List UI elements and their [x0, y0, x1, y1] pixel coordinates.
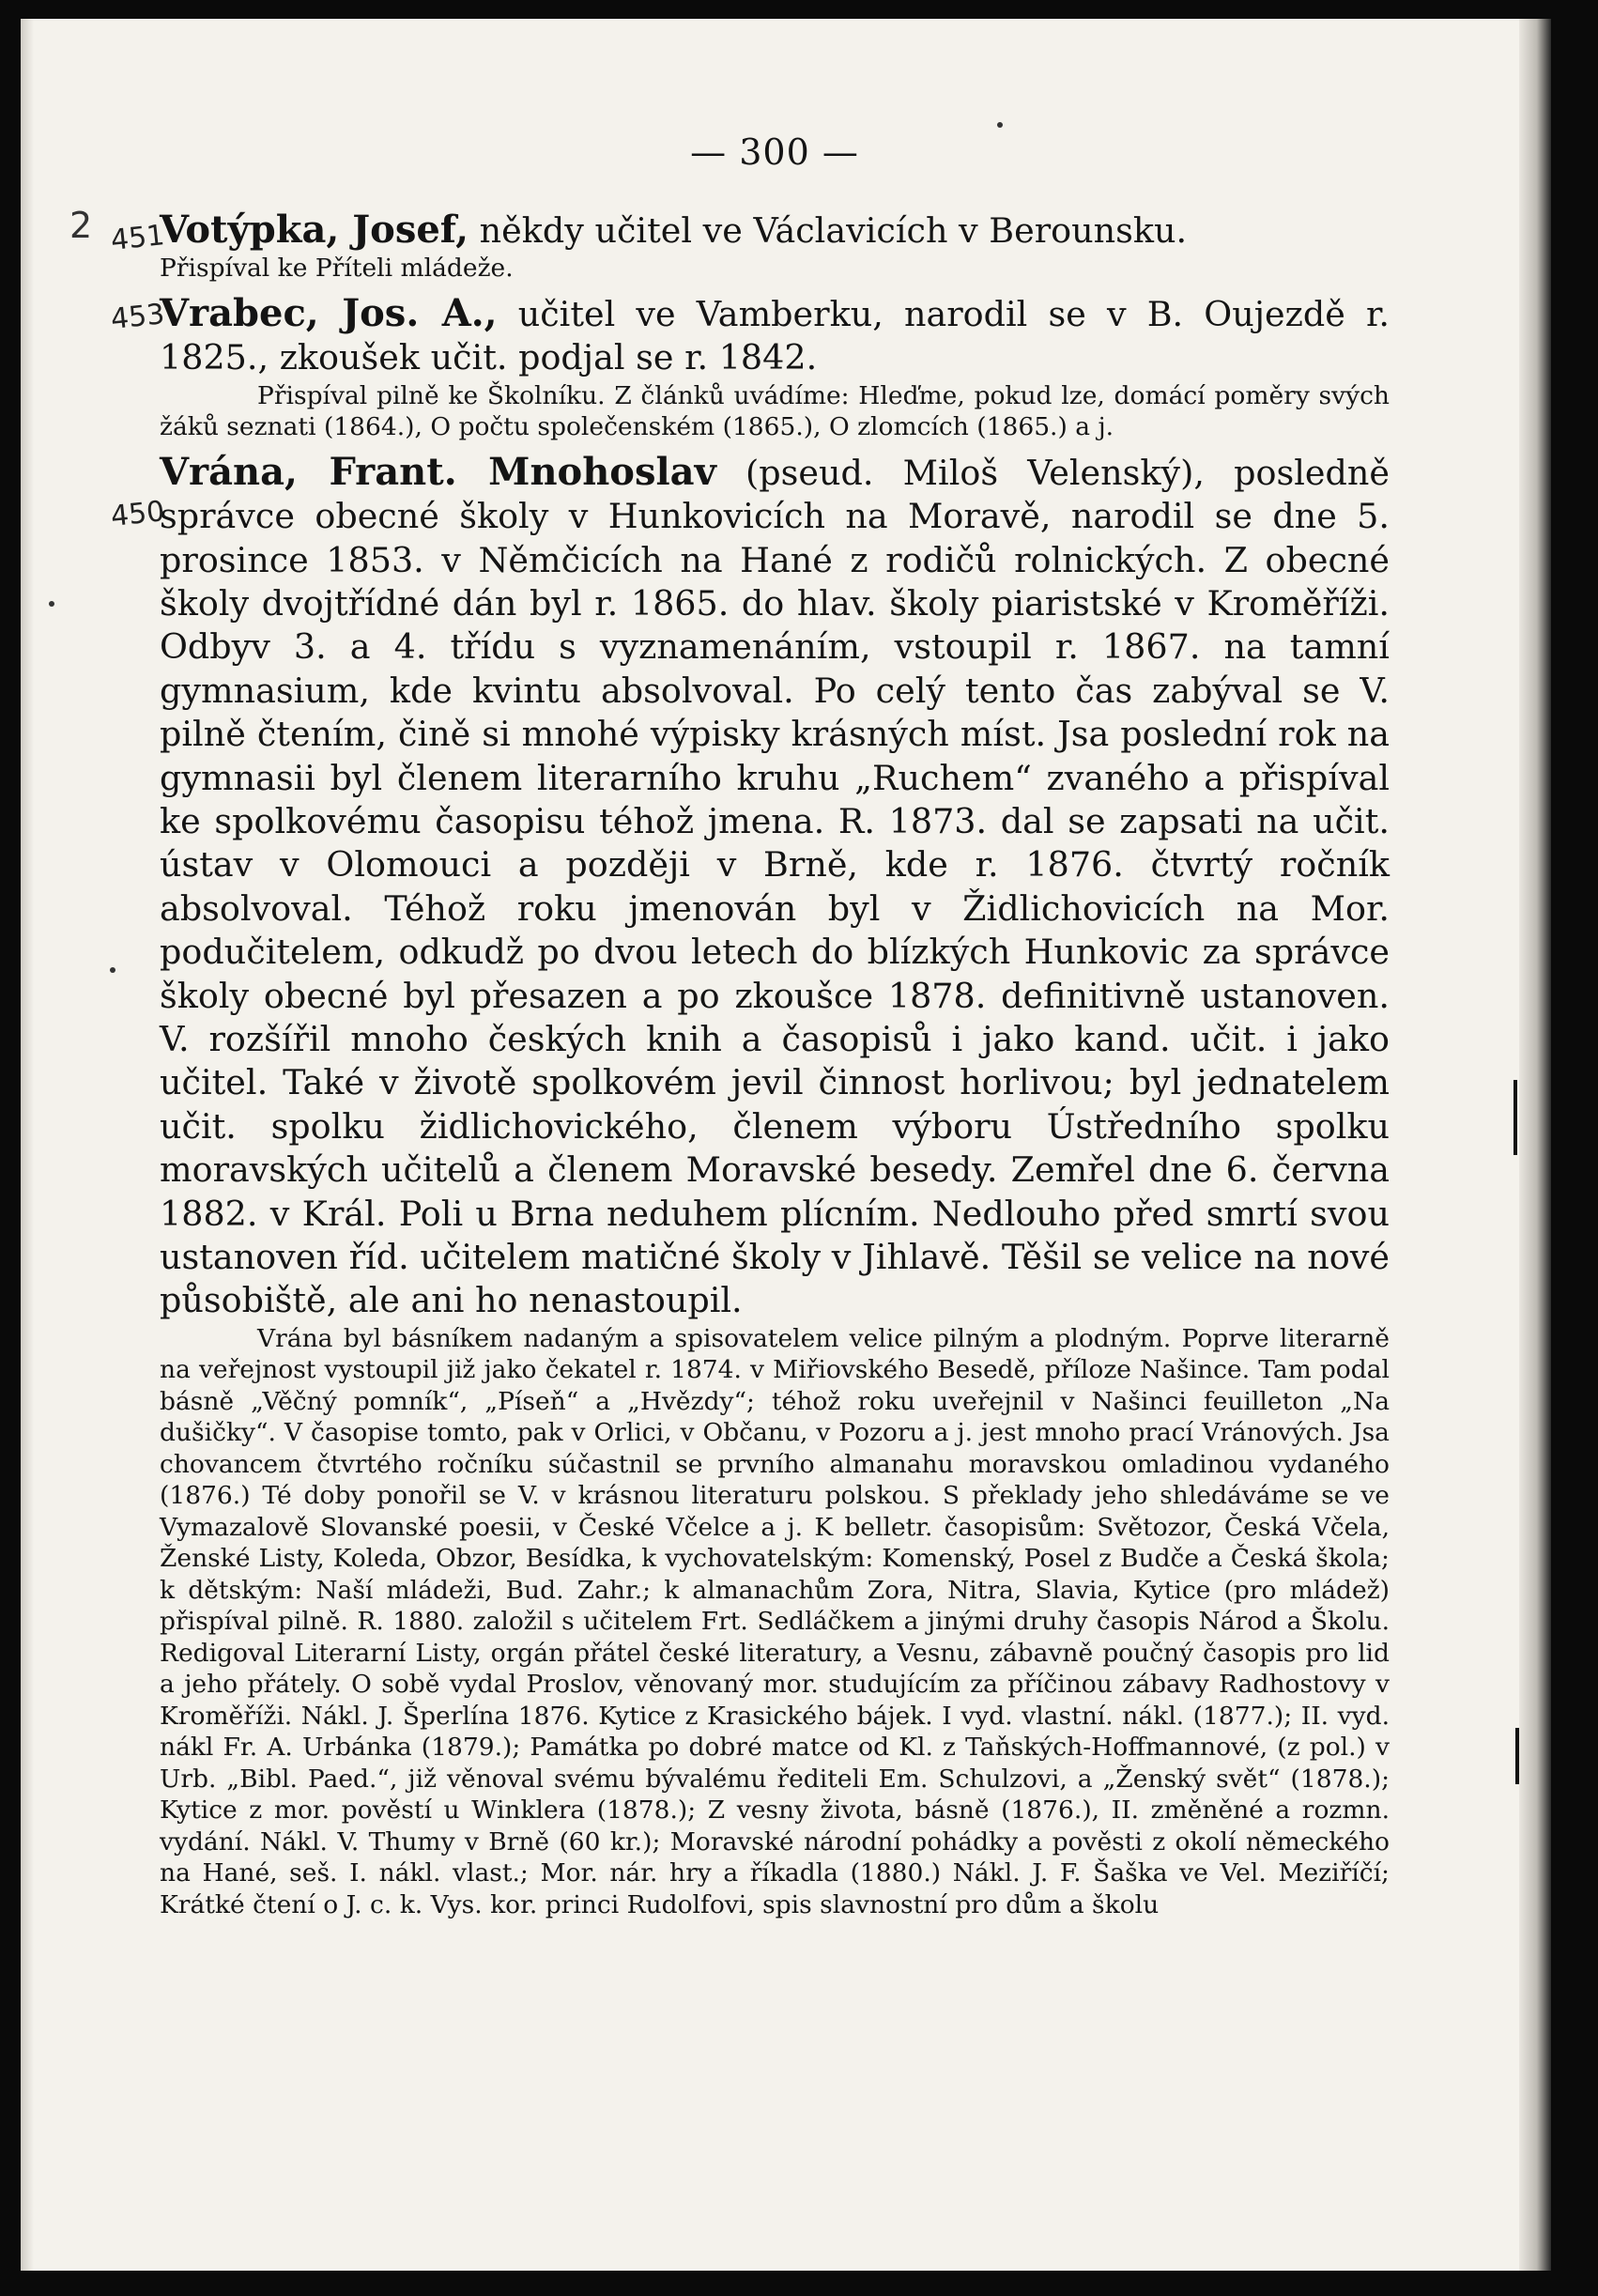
scanned-page [21, 19, 1551, 2271]
scan-shadow-left [21, 19, 34, 2271]
entry-name: Vrabec, Jos. A., [160, 290, 498, 335]
entry-annotation-3: 450 [109, 495, 166, 533]
binding-mark [1513, 1080, 1517, 1155]
entry-body [160, 208, 1390, 253]
entry-body [160, 451, 1390, 1323]
entry-annotation-2: 453 [109, 298, 166, 336]
scan-speck [49, 601, 54, 607]
page-number: — 300 — [690, 131, 859, 173]
entry-text: učitel ve Vamberku, narodil se v B. Oujezdě r. 1825., zkoušek učit. podjal se r. 1842. [160, 293, 1391, 378]
entry-annotation-1: 451 [109, 219, 166, 257]
entry-text: (pseud. Miloš Velenský), posledně správce obecné školy v Hunkovicích na Moravě, narodil se dne 5. prosince 1853. v Němčicích na Hané z rodičů rolnických. Z obecné školy dvojtřídné dán byl r. 1865. do hlav. školy piaristské v Kroměříži. Odbyv 3. a 4. třídu s vyznamenáním, vstoupil r. 1867. na tamní gymnasium, kde kvintu absolvoval. Po celý tento čas zabýval se V. pilně čtením, čině si mnohé výpisky krásných míst. Jsa poslední rok na gymnasii byl členem literarního kruhu „Ruchem“ zvaného a přispíval ke spolkovému časopisu téhož jmena. R. 1873. dal se zapsati na učit. ústav v Olomouci a později v Brně, kde r. 1876. čtvrtý ročník absolvoval. Téhož roku jmenován byl v Židlichovicích na Mor. podučitelem, odkudž po dvou letech do blízkých Hunkovic za správce školy obecné byl přesazen a po zkoušce 1878. definitivně ustanoven. V. rozšířil mnoho českých knih a časopisů i jako kand. učit. i jako učitel. Také v životě spolkovém jevil činnost horlivou; byl jednatelem učit. spolku židlichovického, členem výboru Ústředního spolku moravských učitelů a členem Moravské besedy. Zemřel dne 6. června 1882. v Král. Poli u Brna neduhem plícním. Nedlouho před smrtí svou ustanoven říd. učitelem matičné školy v Jihlavě. Těšil se velice na nové působiště, ale ani ho nenastoupil. [160, 452, 1390, 1321]
scan-speck [110, 967, 115, 973]
margin-handwritten-mark: 2 [69, 205, 93, 246]
entry-vrabec [160, 292, 1390, 443]
entry-name: Vrána, Frant. Mnohoslav [160, 449, 716, 494]
entry-contributions: Přispíval ke Příteli mládeže. [160, 254, 514, 284]
entry-votypka [160, 208, 1390, 285]
entry-contributions: Přispíval pilně ke Školníku. Z článků uvádíme: Hleďme, pokud lze, domácí poměry svých žáků seznati (1864.), O počtu společenském (1865.), O zlomcích (1865.) a j. [160, 380, 1390, 442]
entry-vrana [160, 451, 1390, 1921]
entry-text: někdy učitel ve Václavicích v Berounsku. [469, 210, 1188, 251]
scan-shadow-right [1519, 19, 1551, 2271]
binding-mark [1515, 1728, 1519, 1784]
scan-speck [997, 122, 1003, 128]
page-content [160, 131, 1390, 1928]
entry-contributions: Vrána byl básníkem nadaným a spisovatelem velice pilným a plodným. Poprve literarně na veřejnost vystoupil již jako čekatel r. 1874. v Miřiovského Besedě, příloze Našince. Tam podal básně „Věčný pomník“, „Píseň“ a „Hvězdy“; téhož roku uveřejnil v Našinci feuilleton „Na dušičky“. V časopise tomto, pak v Orlici, v Občanu, v Pozoru a j. jest mnoho prací Vránových. Jsa chovancem čtvrtého ročníku súčastnil se prvního almanahu moravskou omladinou vydaného (1876.) Té doby ponořil se V. v krásnou literaturu polskou. S překlady jeho shledáváme se ve Vymazalově Slovanské poesii, v České Včelce a j. K belletr. časopisům: Světozor, Česká Včela, Ženské Listy, Koleda, Obzor, Besídka, k vychovatelským: Komenský, Posel z Budče a Česká škola; k dětským: Naší mládeži, Bud. Zahr.; k almanachům Zora, Nitra, Slavia, Kytice (pro mládež) přispíval pilně. R. 1880. založil s učitelem Frt. Sedláčkem a jinými druhy časopis Národ a Školu. Redigoval Literarní Listy, orgán přátel české literatury, a Vesnu, zábavně poučný časopis pro lid a jeho přátely. O sobě vydal Proslov, věnovaný mor. studujícím za příčinou zábavy Radhostovy v Kroměříži. Nákl. J. Šperlína 1876. Kytice z Krasického bájek. I vyd. vlastní. nákl. (1877.); II. vyd. nákl Fr. A. Urbánka (1879.); Památka po dobré matce od Kl. z Taňských-Hoffmannové, (z pol.) v Urb. „Bibl. Paed.“, již věnoval svému bývalému řediteli Em. Schulzovi, a „Ženský svět“ (1878.); Kytice z mor. pověstí u Winklera (1878.); Z vesny života, básně (1876.), II. změněné a rozmn. vydání. Nákl. V. Thumy v Brně (60 kr.); Moravské národní pohádky a pověsti z okolí německého na Hané, seš. I. nákl. vlast.; Mor. nár. hry a říkadla (1880.) Nákl. J. F. Šaška ve Vel. Meziříčí; Krátké čtení o J. c. k. Vys. kor. princi Rudolfovi, spis slavnostní pro dům a školu [160, 1323, 1390, 1919]
entry-name: Votýpka, Josef, [160, 208, 469, 252]
entry-body [160, 292, 1390, 380]
